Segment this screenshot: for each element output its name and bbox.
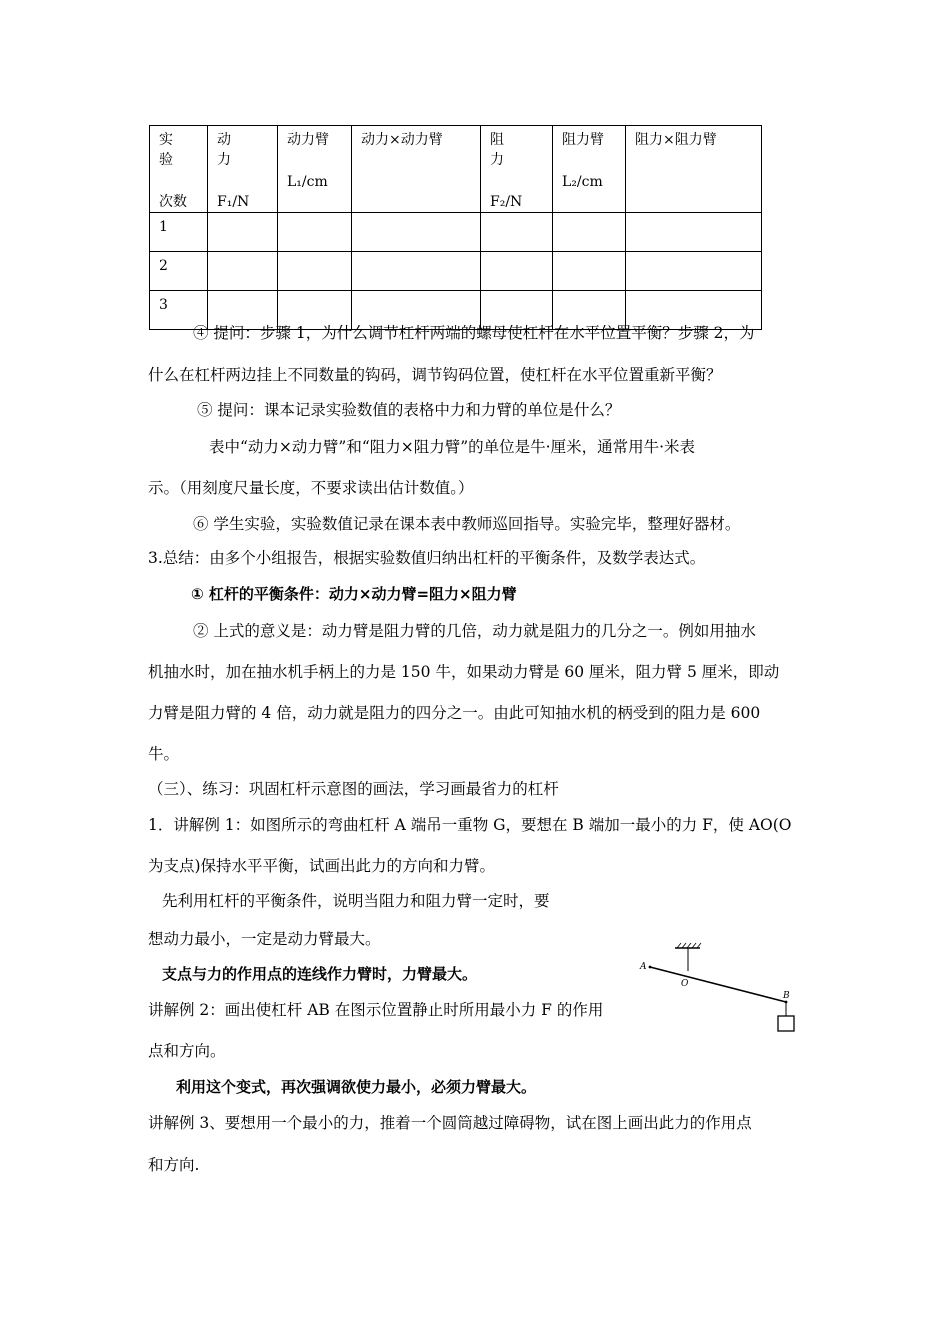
- table-cell: [208, 252, 278, 291]
- point-a-dot: [649, 966, 652, 969]
- header-cell-trial: 实验 次数: [150, 126, 208, 213]
- header-cell-effort-product: 动力×动力臂: [352, 126, 481, 213]
- question-6: ⑥ 学生实验，实验数值记录在课本表中教师巡回指导。实验完毕，整理好器材。: [193, 515, 741, 533]
- table-cell: [626, 213, 762, 252]
- header-cell-effort-arm: 动力臂 L₁/cm: [278, 126, 352, 213]
- lever-bar: [650, 967, 786, 1002]
- example-1-line-2: 为支点)保持水平平衡，试画出此力的方向和力臂。: [148, 857, 496, 875]
- example-2-line-2: 点和方向。: [148, 1042, 226, 1060]
- table-header-row: [150, 126, 762, 213]
- table-cell: [481, 213, 553, 252]
- table-cell: [481, 252, 553, 291]
- header-cell-effort: 动 力 F₁/N: [208, 126, 278, 213]
- table-row: [150, 213, 762, 252]
- unit-note-line-1: 表中“动力×动力臂”和“阻力×阻力臂”的单位是牛·厘米，通常用牛·米表: [209, 438, 696, 456]
- question-4-line-1: ④ 提问：步骤 1，为什么调节杠杆两端的螺母使杠杆在水平位置平衡？步骤 2，为: [193, 324, 755, 342]
- header-cell-load-product: 阻力×阻力臂: [626, 126, 762, 213]
- label-o: O: [681, 979, 689, 989]
- question-4-line-2: 什么在杠杆两边挂上不同数量的钩码，调节钩码位置，使杠杆在水平位置重新平衡？: [148, 366, 722, 384]
- weight-box: [778, 1016, 794, 1031]
- example-2-line-1: 讲解例 2：画出使杠杆 AB 在图示位置静止时所用最小力 F 的作用: [148, 1001, 604, 1019]
- example-3-line-2: 和方向.: [148, 1156, 200, 1174]
- meaning-line-1: ② 上式的意义是：动力臂是阻力臂的几倍，动力就是阻力的几分之一。例如用抽水: [193, 622, 756, 640]
- experiment-table: [149, 125, 762, 330]
- practice-heading: （三）、练习：巩固杠杆示意图的画法，学习画最省力的杠杆: [148, 780, 559, 798]
- header-cell-load: 阻 力 F₂/N: [481, 126, 553, 213]
- example-2-emphasis: 利用这个变式，再次强调欲使力最小，必须力臂最大。: [176, 1078, 537, 1096]
- meaning-line-4: 牛。: [148, 745, 180, 763]
- example-1-line-1: 1．讲解例 1：如图所示的弯曲杠杆 A 端吊一重物 G，要想在 B 端加一最小的力 F，使 AO(O: [148, 816, 792, 834]
- lever-diagram: [630, 935, 810, 1045]
- summary-heading: 3.总结：由多个小组报告，根据实验数值归纳出杠杆的平衡条件，及数学表达式。: [148, 549, 706, 567]
- table-cell: [553, 213, 626, 252]
- table-cell: [553, 252, 626, 291]
- unit-note-line-2: 示。（用刻度尺量长度，不要求读出估计数值。）: [148, 479, 474, 497]
- trial-number-cell: 1: [150, 213, 208, 252]
- example-1-line-4: 想动力最小，一定是动力臂最大。: [148, 930, 381, 948]
- meaning-line-3: 力臂是阻力臂的 4 倍，动力就是阻力的四分之一。由此可知抽水机的柄受到的阻力是 600: [148, 704, 761, 722]
- table-cell: [208, 213, 278, 252]
- table-row: [150, 252, 762, 291]
- table-cell: [278, 213, 352, 252]
- trial-number-cell: 2: [150, 252, 208, 291]
- example-1-line-3: 先利用杠杆的平衡条件，说明当阻力和阻力臂一定时，要: [162, 892, 550, 910]
- label-b: B: [783, 991, 790, 1001]
- label-a: A: [640, 962, 647, 972]
- table-cell: [352, 213, 481, 252]
- trial-number-cell: 3: [150, 291, 208, 330]
- question-5: ⑤ 提问：课本记录实验数值的表格中力和力臂的单位是什么？: [197, 401, 621, 419]
- example-3-line-1: 讲解例 3、要想用一个最小的力，推着一个圆筒越过障碍物，试在图上画出此力的作用点: [148, 1114, 752, 1132]
- balance-condition: ① 杠杆的平衡条件：动力×动力臂=阻力×阻力臂: [191, 585, 517, 603]
- table-cell: [352, 252, 481, 291]
- header-cell-load-arm: 阻力臂 L₂/cm: [553, 126, 626, 213]
- table-cell: [278, 252, 352, 291]
- example-1-emphasis: 支点与力的作用点的连线作力臂时，力臂最大。: [162, 965, 478, 983]
- meaning-line-2: 机抽水时，加在抽水机手柄上的力是 150 牛，如果动力臂是 60 厘米，阻力臂 5 厘米，即动: [148, 663, 780, 681]
- table-cell: [626, 252, 762, 291]
